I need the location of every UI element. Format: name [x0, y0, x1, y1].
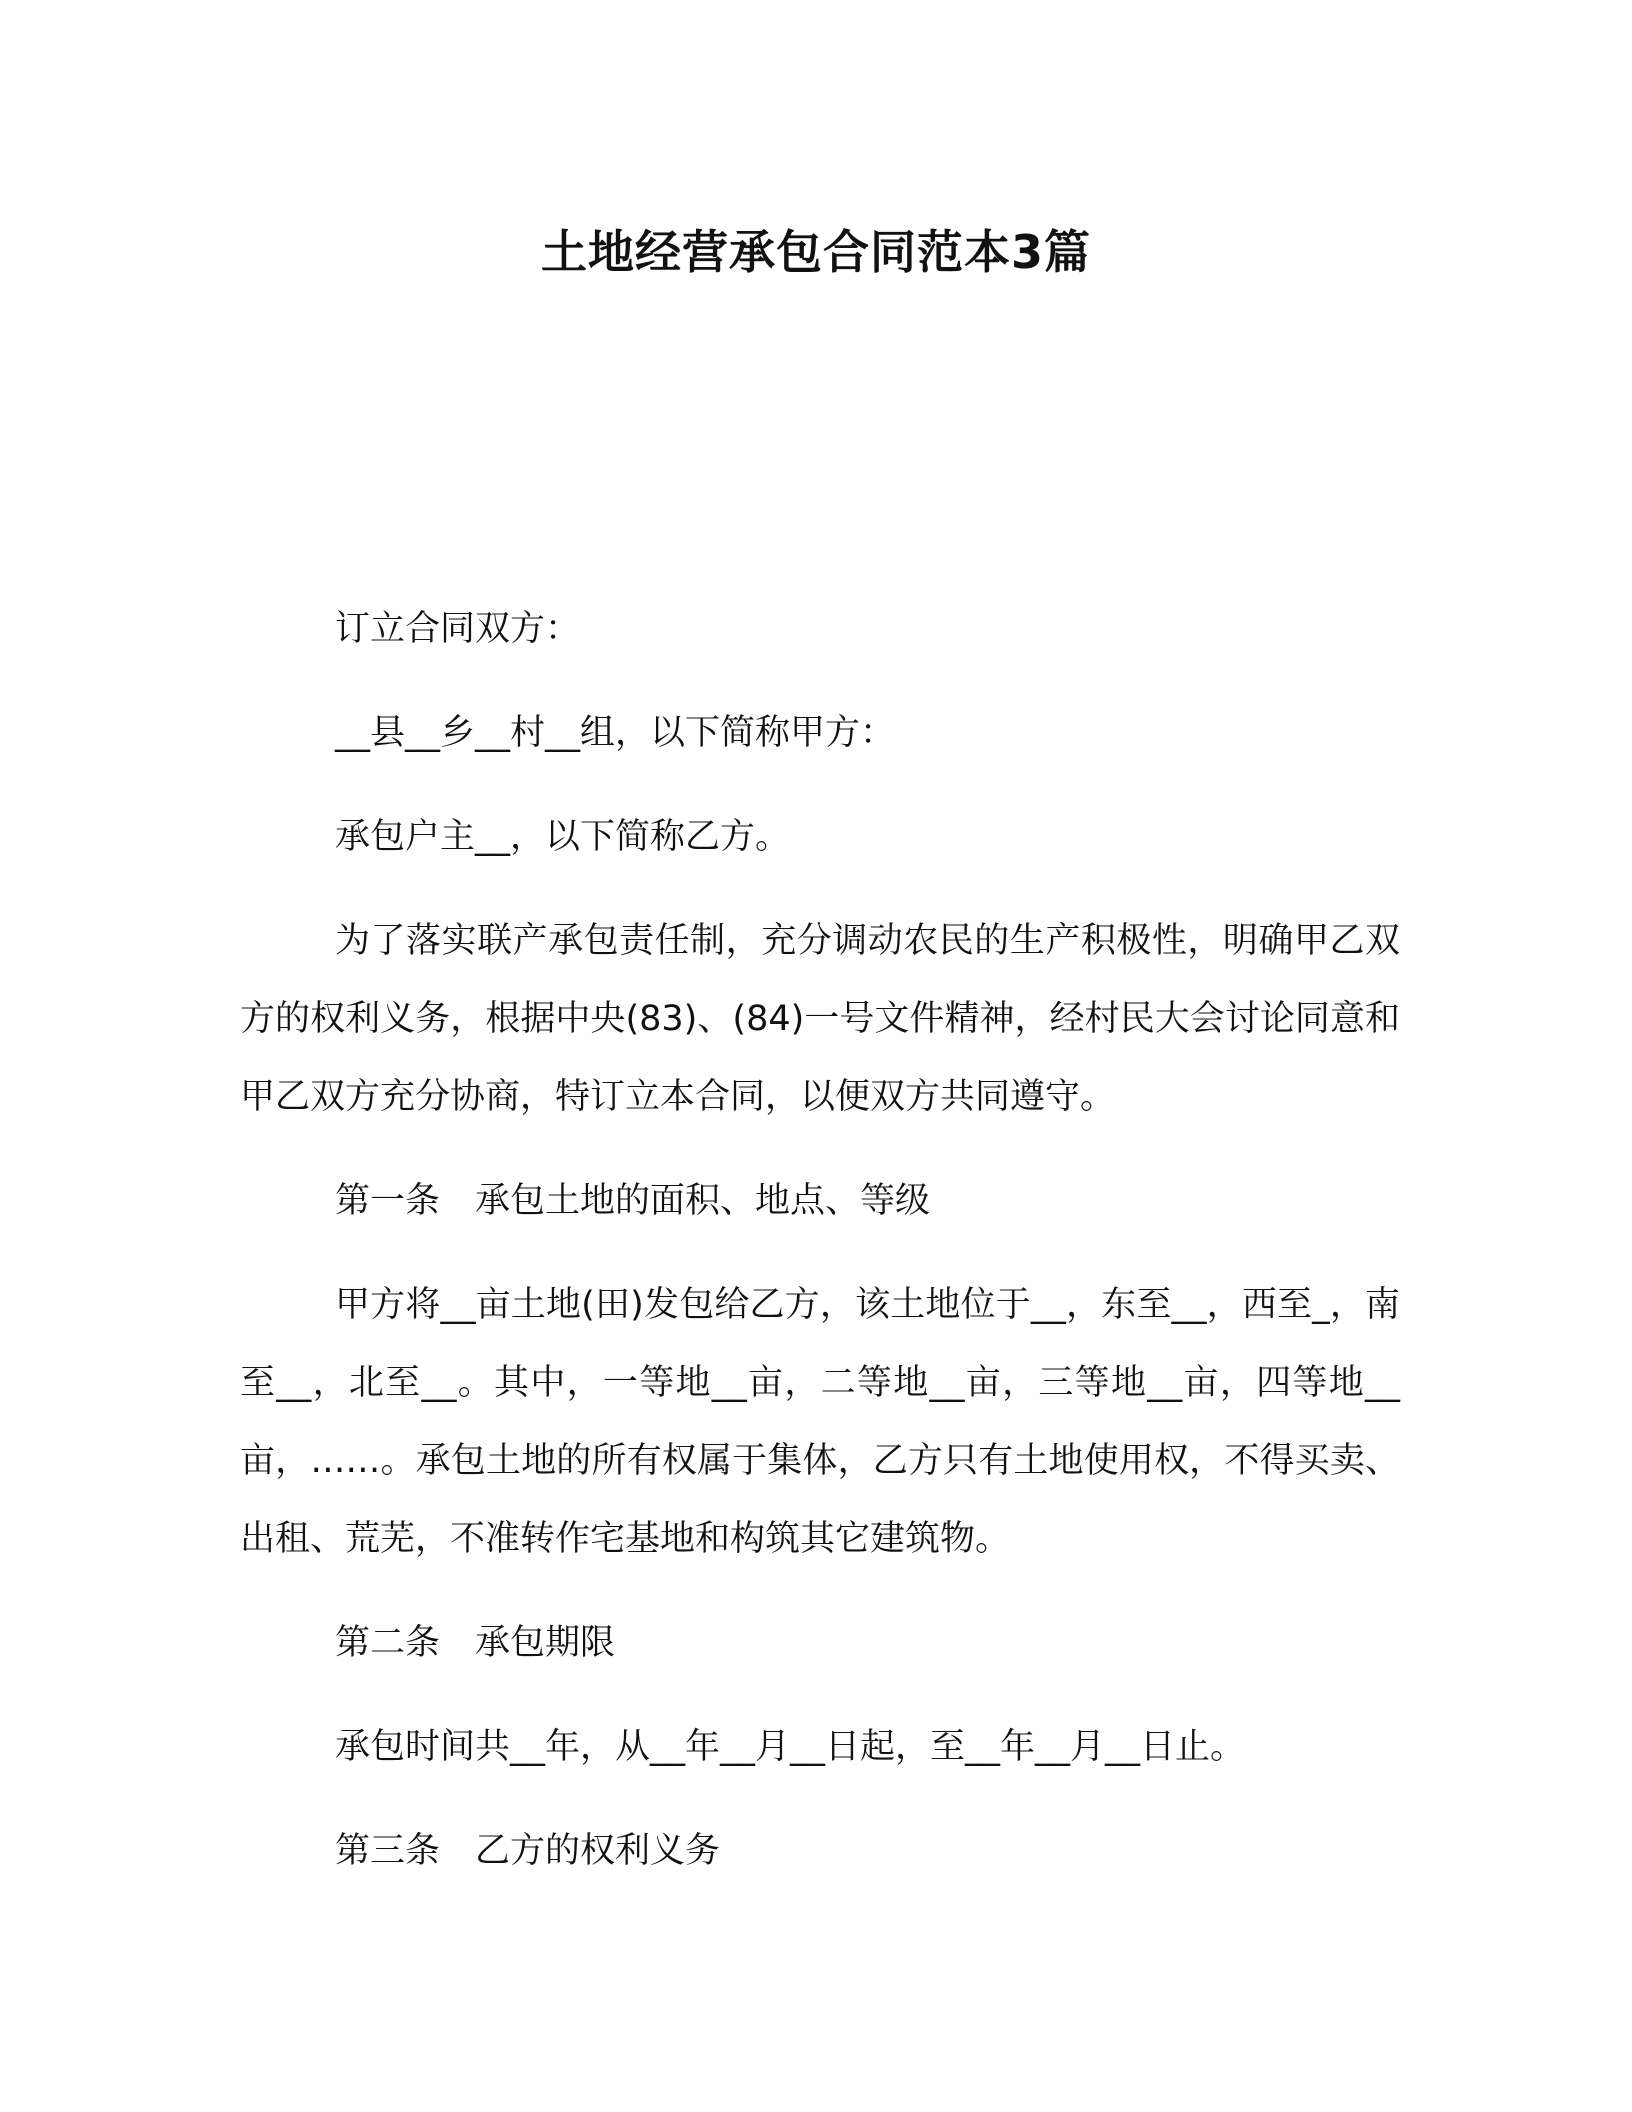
article-1-heading: 第一条 承包土地的面积、地点、等级 — [335, 1181, 931, 1221]
document-title: 土地经营承包合同范本3篇 — [540, 225, 1091, 279]
document-body — [240, 590, 1400, 1916]
paragraph-parties: 订立合同双方： — [335, 609, 581, 649]
article-3-heading: 第三条 乙方的权利义务 — [335, 1831, 721, 1871]
paragraph-party-b: 承包户主__，以下简称乙方。 — [335, 817, 791, 857]
paragraph-purpose: 为了落实联产承包责任制，充分调动农民的生产积极性，明确甲乙双方的权利义务，根据中央(83)、(84)一号文件精神，经村民大会讨论同意和甲乙双方充分协商，特订立本合同，以便双方共同遵守。 — [240, 921, 1400, 1117]
article-1-content: 甲方将__亩土地(田)发包给乙方，该土地位于__，东至__，西至_，南至__，北至__。其中，一等地__亩，二等地__亩，三等地__亩，四等地__亩，……。承包土地的所有权属于集体，乙方只有土地使用权，不得买卖、出租、荒芜，不准转作宅基地和构筑其它建筑物。 — [240, 1285, 1400, 1559]
article-2-heading: 第二条 承包期限 — [335, 1623, 616, 1663]
article-2-content: 承包时间共__年，从__年__月__日起，至__年__月__日止。 — [335, 1727, 1246, 1767]
paragraph-party-a: __县__乡__村__组，以下简称甲方： — [335, 713, 896, 753]
